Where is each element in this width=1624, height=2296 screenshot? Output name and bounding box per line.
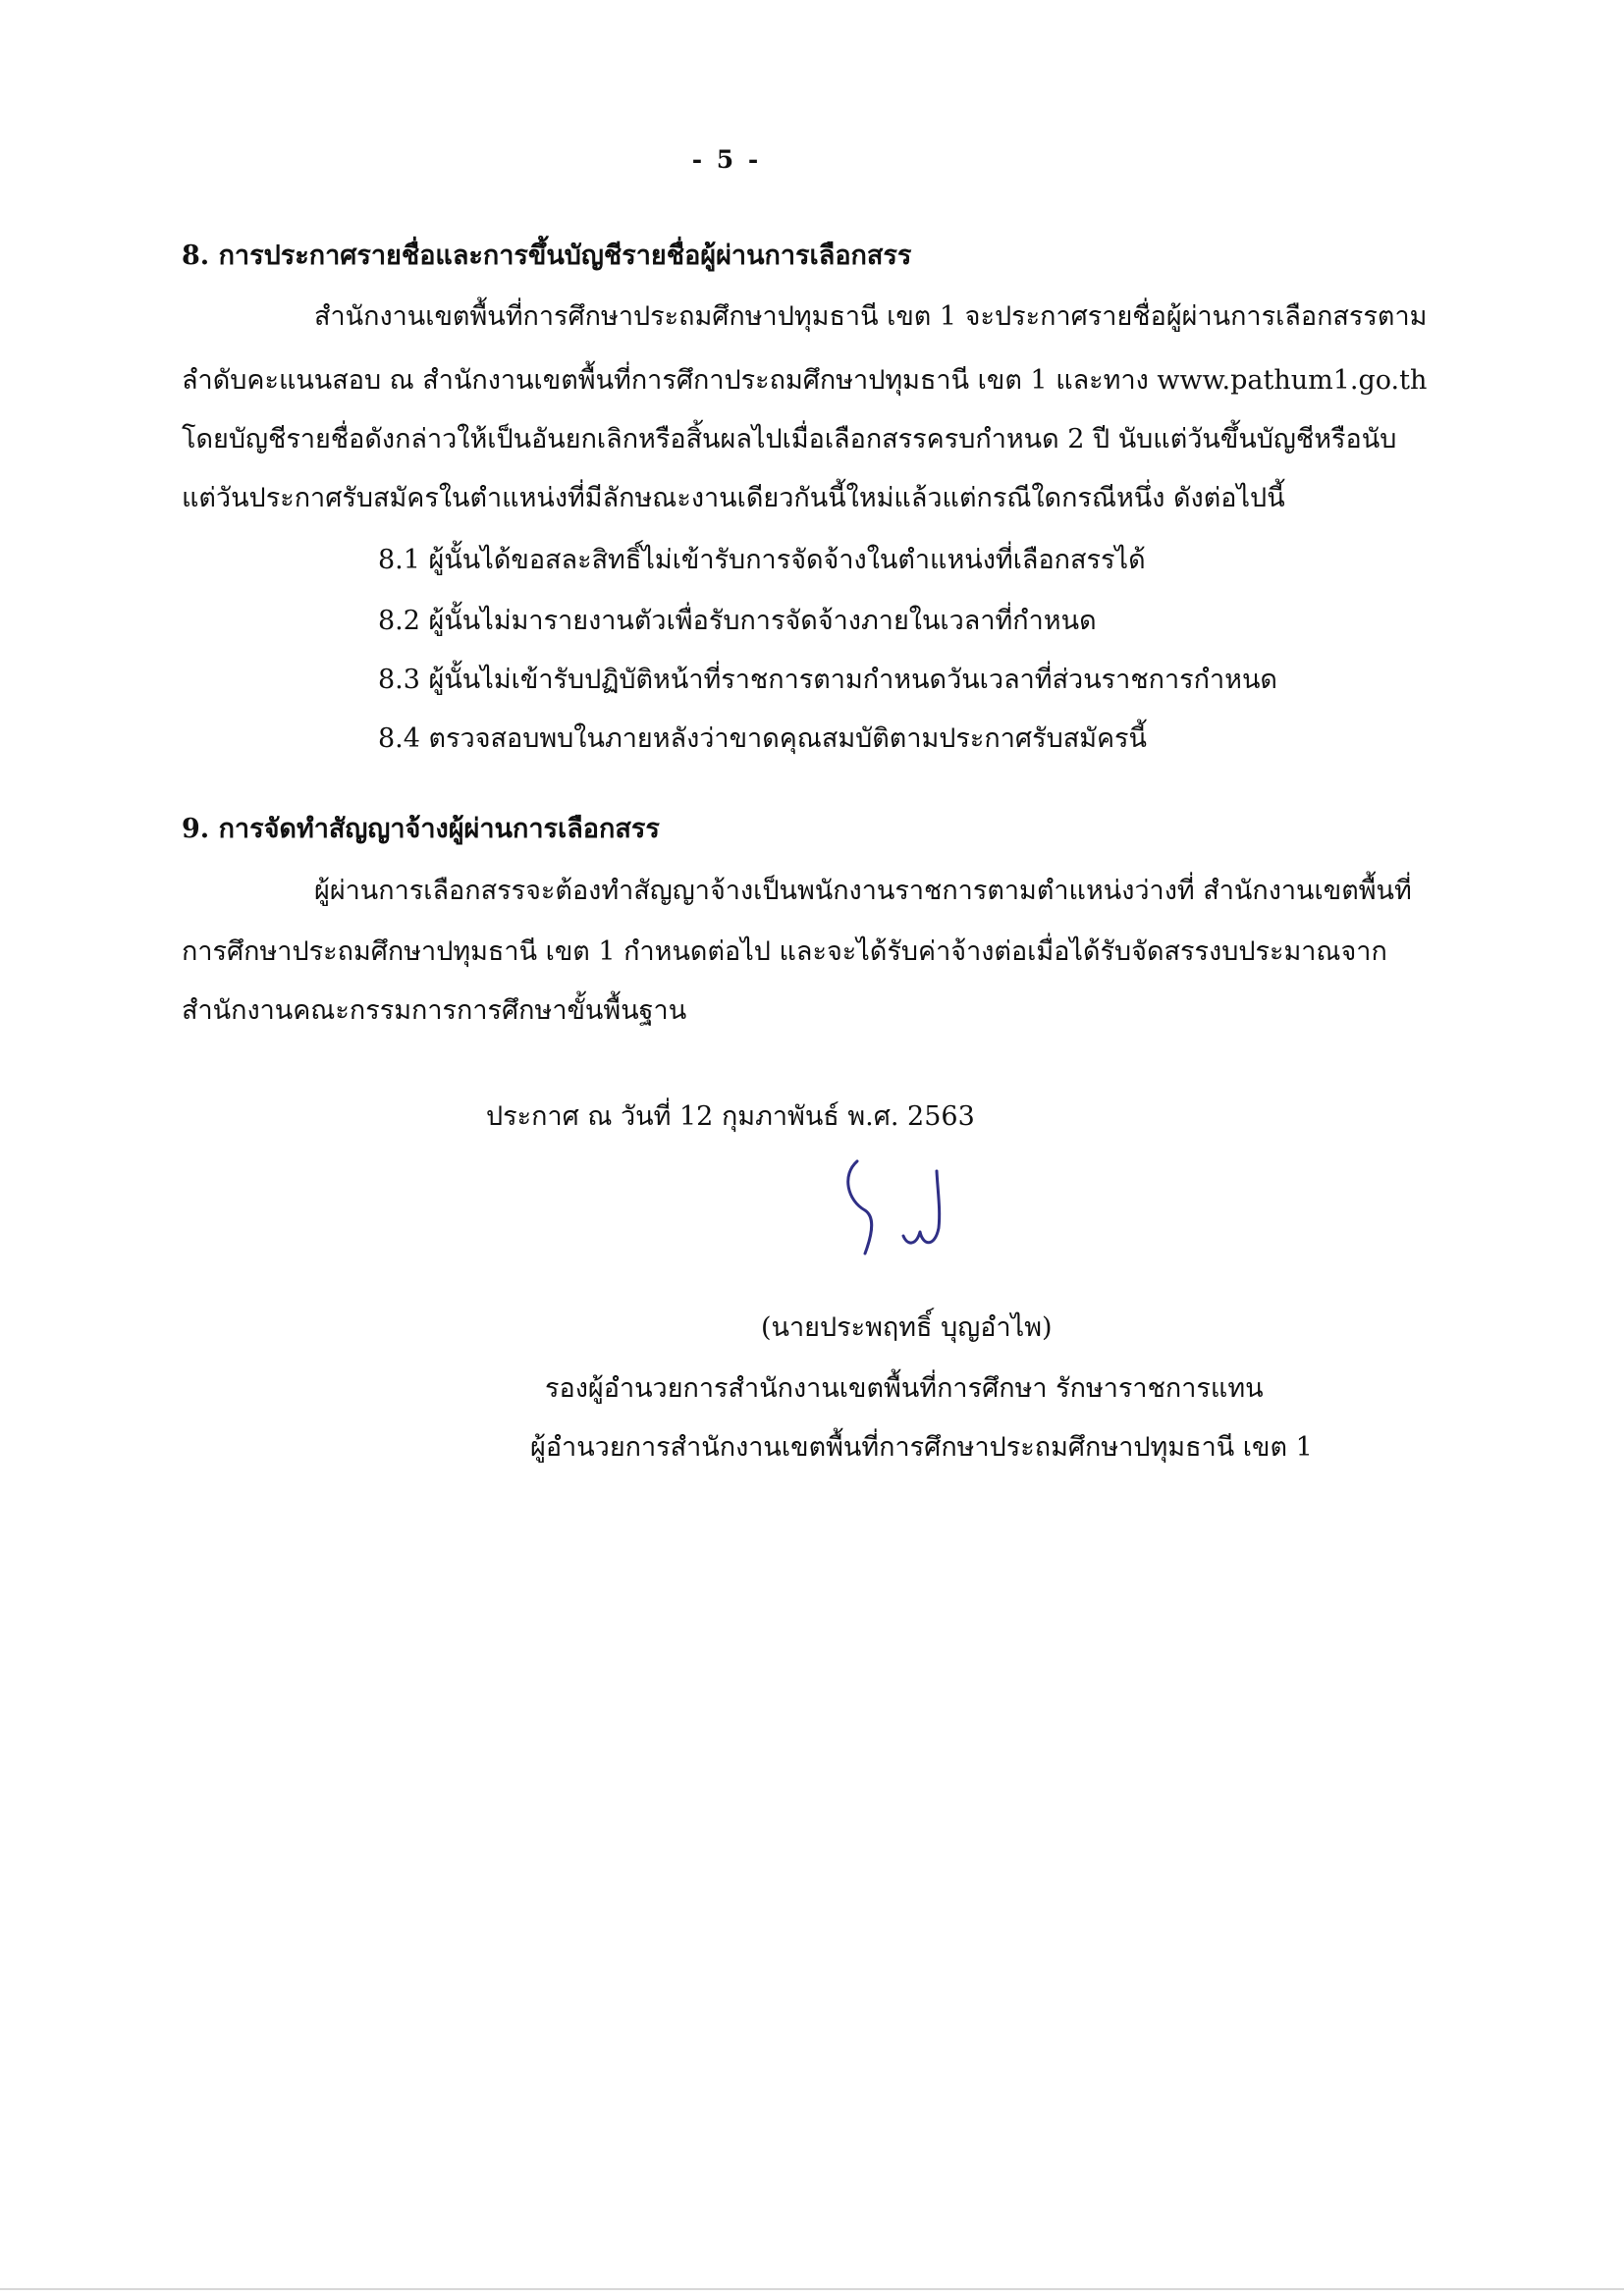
section-8-paragraph-line-4: แต่วันประกาศรับสมัครในตำแหน่งที่มีลักษณะงานเดียวกันนี้ใหม่แล้วแต่กรณีใดกรณีหนึ่ง ดังต่อไปนี้ bbox=[182, 483, 1285, 513]
section-8-item-4: 8.4 ตรวจสอบพบในภายหลังว่าขาดคุณสมบัติตามประกาศรับสมัครนี้ bbox=[378, 723, 1148, 754]
section-8-item-2: 8.2 ผู้นั้นไม่มารายงานตัวเพื่อรับการจัดจ้างภายในเวลาที่กำหนด bbox=[378, 606, 1097, 636]
section-8-item-1: 8.1 ผู้นั้นได้ขอสละสิทธิ์ไม่เข้ารับการจัดจ้างในตำแหน่งที่เลือกสรรได้ bbox=[378, 545, 1146, 575]
page-number: - 5 - bbox=[691, 145, 762, 174]
section-8-heading: 8. การประกาศรายชื่อและการขึ้นบัญชีรายชื่อผู้ผ่านการเลือกสรร bbox=[182, 240, 912, 271]
section-9-paragraph-line-3: สำนักงานคณะกรรมการการศึกษาขั้นพื้นฐาน bbox=[182, 995, 687, 1026]
bottom-edge-line bbox=[0, 2288, 1624, 2290]
section-9-paragraph-line-1: ผู้ผ่านการเลือกสรรจะต้องทำสัญญาจ้างเป็นพนักงานราชการตามตำแหน่งว่างที่ สำนักงานเขตพื้นที่ bbox=[314, 876, 1412, 906]
section-8-paragraph-line-2: ลำดับคะแนนสอบ ณ สำนักงานเขตพื้นที่การศึกาประถมศึกษาปทุมธานี เขต 1 และทาง www.pathum1.go.th bbox=[182, 365, 1428, 396]
signer-title-line-1: รองผู้อำนวยการสำนักงานเขตพื้นที่การศึกษา รักษาราชการแทน bbox=[545, 1373, 1264, 1404]
announcement-date: ประกาศ ณ วันที่ 12 กุมภาพันธ์ พ.ศ. 2563 bbox=[486, 1101, 975, 1132]
section-9-heading: 9. การจัดทำสัญญาจ้างผู้ผ่านการเลือกสรร bbox=[182, 814, 660, 844]
section-9-paragraph-line-2: การศึกษาประถมศึกษาปทุมธานี เขต 1 กำหนดต่อไป และจะได้รับค่าจ้างต่อเมื่อได้รับจัดสรรงบประมาณจาก bbox=[182, 936, 1387, 967]
signature-image bbox=[839, 1153, 957, 1271]
section-8-paragraph-line-1: สำนักงานเขตพื้นที่การศึกษาประถมศึกษาปทุมธานี เขต 1 จะประกาศรายชื่อผู้ผ่านการเลือกสรรตาม bbox=[314, 301, 1428, 332]
section-8-paragraph-line-3: โดยบัญชีรายชื่อดังกล่าวให้เป็นอันยกเลิกหรือสิ้นผลไปเมื่อเลือกสรรครบกำหนด 2 ปี นับแต่วันขึ้นบัญชีหรือนับ bbox=[182, 424, 1397, 454]
signer-name: (นายประพฤทธิ์ บุญอำไพ) bbox=[761, 1312, 1053, 1343]
signer-title-line-2: ผู้อำนวยการสำนักงานเขตพื้นที่การศึกษาประถมศึกษาปทุมธานี เขต 1 bbox=[530, 1432, 1313, 1463]
section-8-item-3: 8.3 ผู้นั้นไม่เข้ารับปฏิบัติหน้าที่ราชการตามกำหนดวันเวลาที่ส่วนราชการกำหนด bbox=[378, 665, 1277, 695]
